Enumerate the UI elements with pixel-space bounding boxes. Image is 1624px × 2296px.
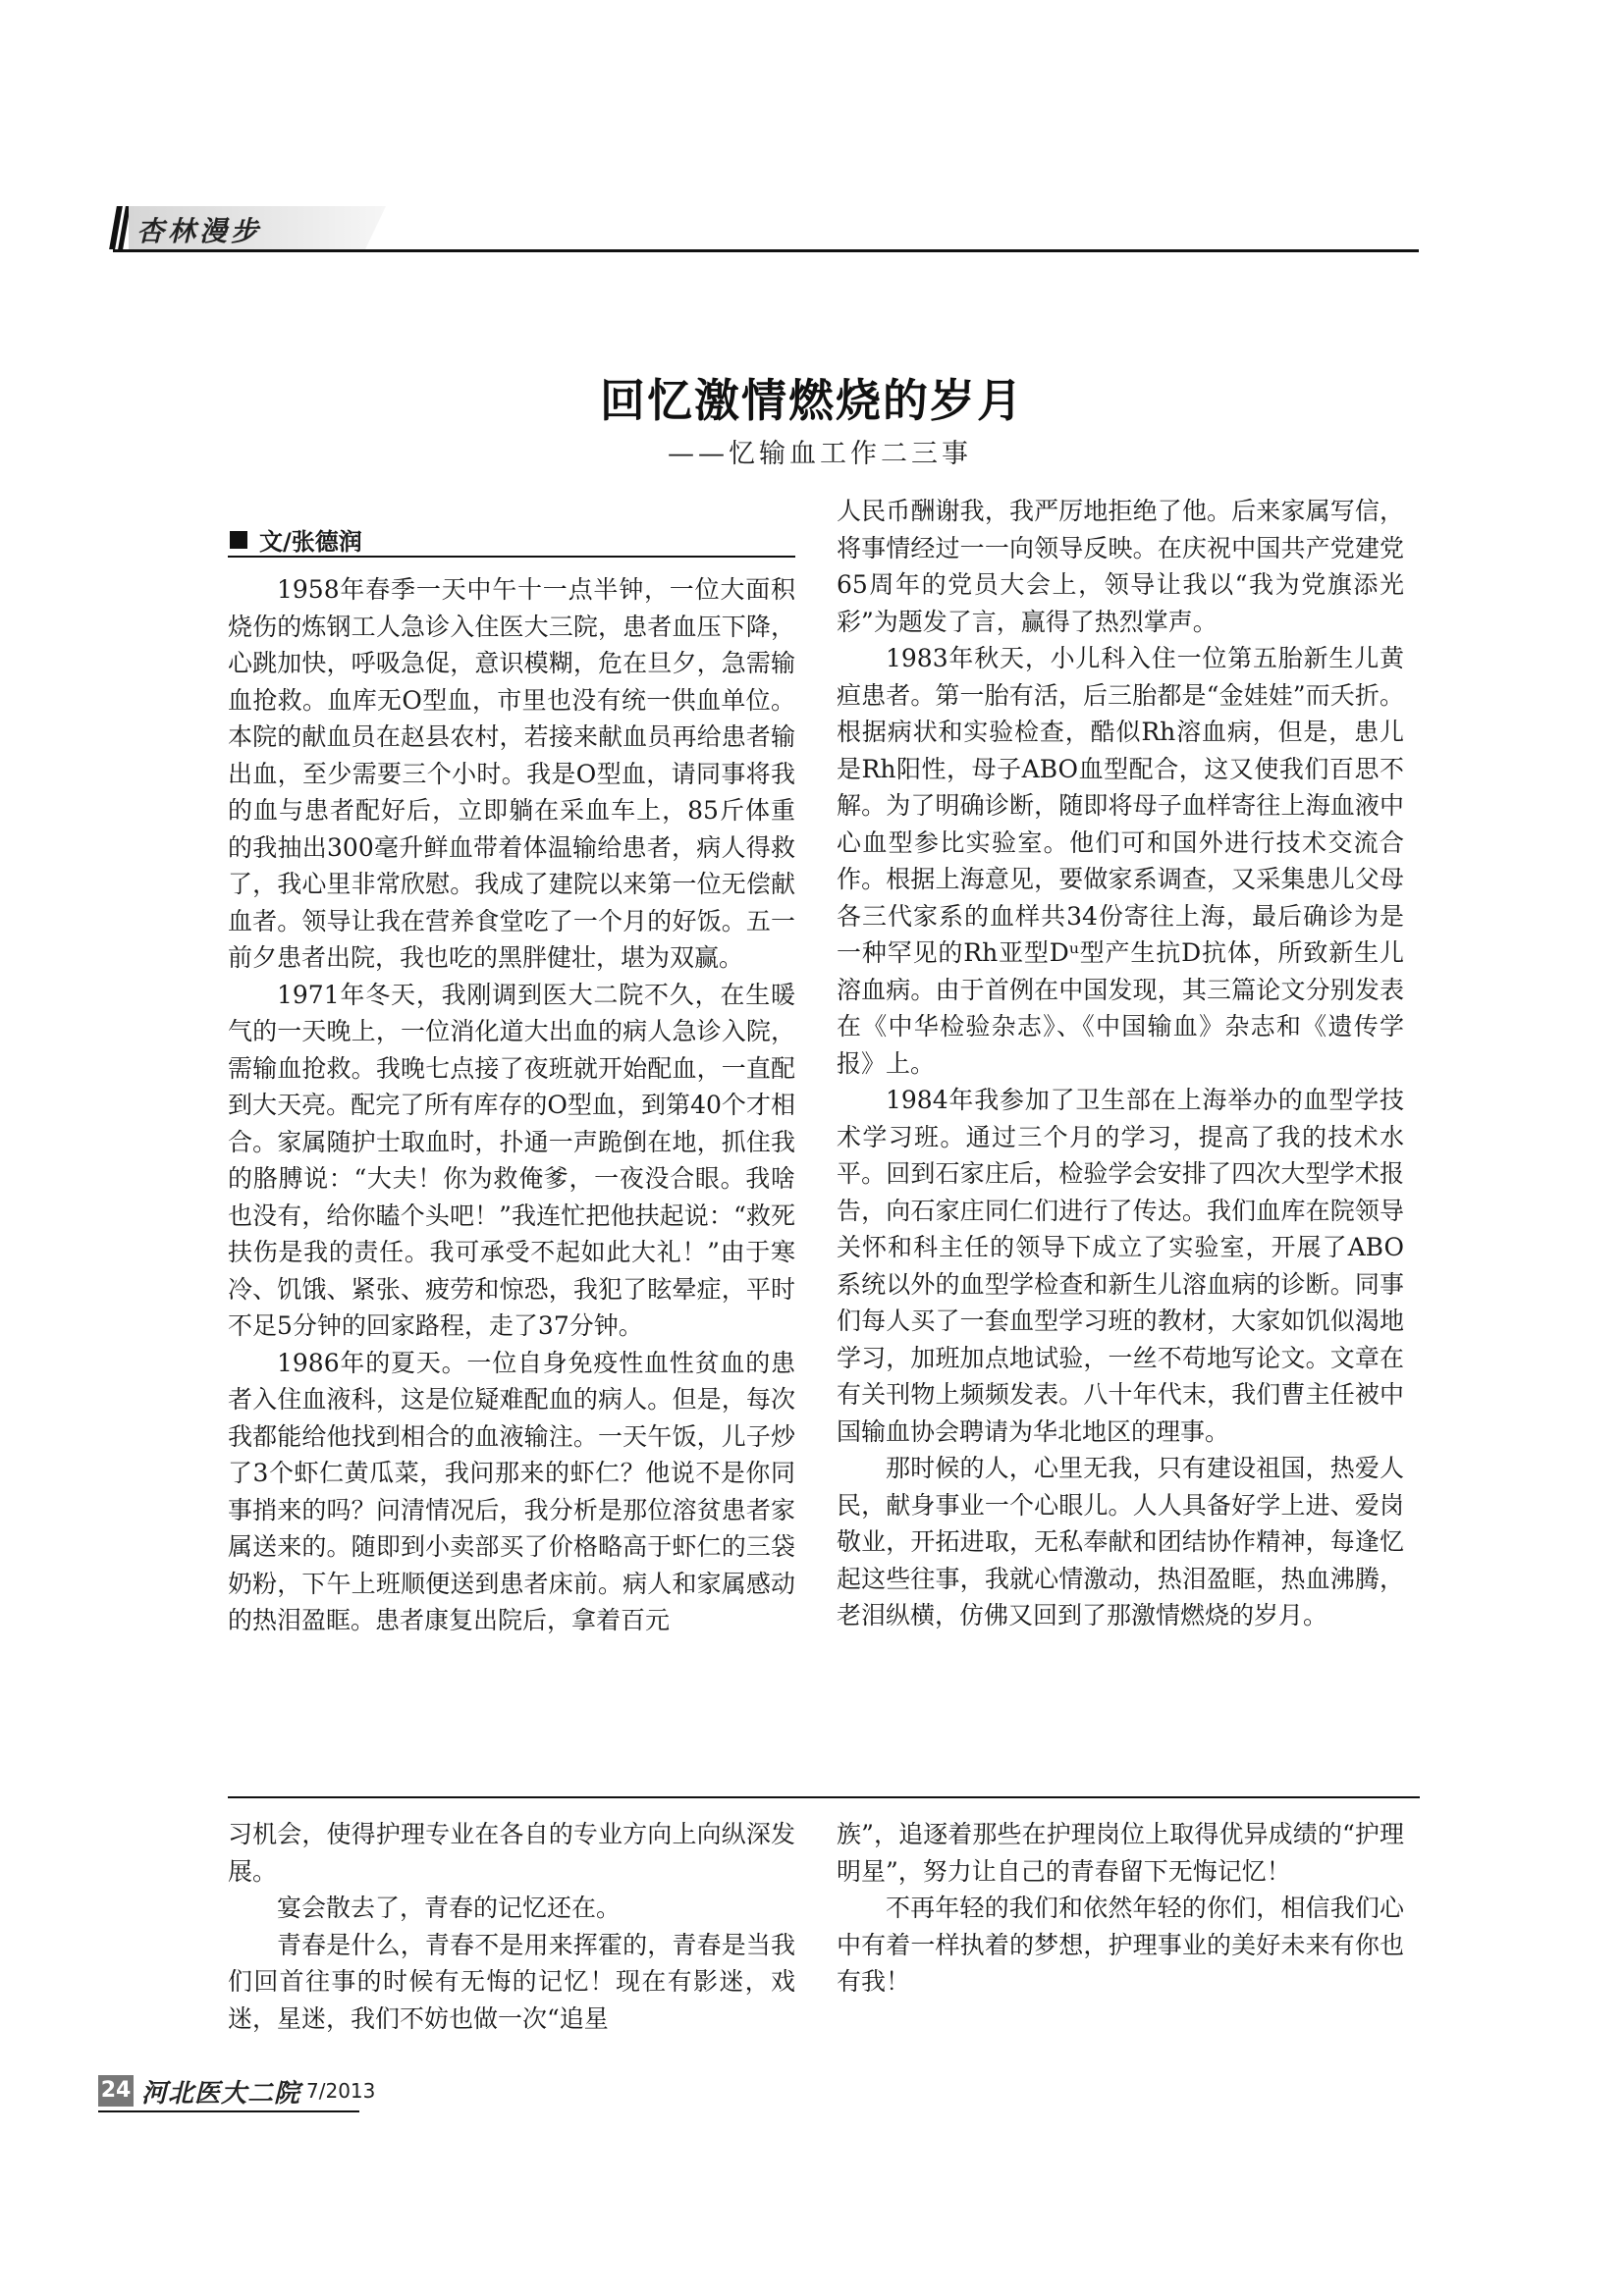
paragraph: 1971年冬天，我刚调到医大二院不久，在生暖气的一天晚上，一位消化道大出血的病人急诊入院，需输血抢救。我晚七点接了夜班就开始配血，一直配到大天亮。配完了所有库存的O型血，到第40个才相合。家属随护士取血时，扑通一声跪倒在地，抓住我的胳膊说：“大夫！你为救俺爹，一夜没合眼。我啥也没有，给你瞌个头吧！”我连忙把他扶起说：“救死扶伤是我的责任。我可承受不起如此大礼！”由于寒冷、饥饿、紧张、疲劳和惊恐，我犯了眩晕症，平时不足5分钟的回家路程，走了37分钟。	[228, 980, 795, 1340]
article-title: 回忆激情燃烧的岁月	[600, 374, 1024, 427]
article-right-column	[837, 493, 1404, 1634]
paragraph: 族”，追逐着那些在护理岗位上取得优异成绩的“护理明星”，努力让自己的青春留下无悔记忆！	[837, 1820, 1404, 1886]
continuation-right-column	[837, 1816, 1404, 2001]
byline-rule	[228, 556, 795, 558]
paragraph: 习机会，使得护理专业在各自的专业方向上向纵深发展。	[228, 1820, 795, 1886]
header-rule	[113, 249, 1419, 252]
paragraph: 不再年轻的我们和依然年轻的你们，相信我们心中有着一样执着的梦想，护理事业的美好未来有你也有我！	[837, 1894, 1404, 1996]
author-byline	[228, 522, 795, 558]
paragraph: 青春是什么，青春不是用来挥霍的，青春是当我们回首往事的时候有无悔的记忆！现在有影迷，戏迷，星迷，我们不妨也做一次“追星	[228, 1930, 795, 2033]
article-subtitle: ——忆输血工作二三事	[668, 439, 972, 469]
section-header	[113, 206, 1419, 253]
header-decoration	[113, 206, 127, 249]
paragraph: 人民币酬谢我，我严厉地拒绝了他。后来家属写信，将事情经过一一向领导反映。在庆祝中国共产党建党65周年的党员大会上，领导让我以“我为党旗添光彩”为题发了言，赢得了热烈掌声。	[837, 497, 1404, 636]
magazine-logo: 河北医大二院	[141, 2079, 301, 2109]
paragraph: 1983年秋天，小儿科入住一位第五胎新生儿黄疸患者。第一胎有活，后三胎都是“金娃娃”而夭折。根据病状和实验检查，酷似Rh溶血病，但是，患儿是Rh阳性，母子ABO血型配合，这又使我们百思不解。为了明确诊断，随即将母子血样寄往上海血液中心血型参比实验室。他们可和国外进行技术交流合作。根据上海意见，要做家系调查，又采集患儿父母各三代家系的血样共34份寄往上海，最后确诊为是一种罕见的Rh亚型Dᵘ型产生抗D抗体，所致新生儿溶血病。由于首例在中国发现，其三篇论文分别发表在《中华检验杂志》、《中国输血》杂志和《遗传学报》上。	[837, 644, 1404, 1078]
paragraph: 1986年的夏天。一位自身免疫性血性贫血的患者入住血液科，这是位疑难配血的病人。但是，每次我都能给他找到相合的血液输注。一天午饭，儿子炒了3个虾仁黄瓜菜，我问那来的虾仁？他说不是你同事捎来的吗？问清情况后，我分析是那位溶贫患者家属送来的。随即到小卖部买了价格略高于虾仁的三袋奶粉，下午上班顺便送到患者床前。病人和家属感动的热泪盈眶。患者康复出院后，拿着百元	[228, 1348, 795, 1634]
paragraph: 那时候的人，心里无我，只有建设祖国，热爱人民，献身事业一个心眼儿。人人具备好学上进、爱岗敬业，开拓进取，无私奉献和团结协作精神，每逢忆起这些往事，我就心情激动，热泪盈眶，热血沸腾，老泪纵横，仿佛又回到了那激情燃烧的岁月。	[837, 1454, 1404, 1629]
paragraph: 1958年春季一天中午十一点半钟，一位大面积烧伤的炼钢工人急诊入住医大三院，患者血压下降，心跳加快，呼吸急促，意识模糊，危在旦夕，急需输血抢救。血库无O型血，市里也没有统一供血单位。本院的献血员在赵县农村，若接来献血员再给患者输出血，至少需要三个小时。我是O型血，请同事将我的血与患者配好后，立即躺在采血车上，85斤体重的我抽出300毫升鲜血带着体温输给患者，病人得救了，我心里非常欣慰。我成了建院以来第一位无偿献血者。领导让我在营养食堂吃了一个月的好饭。五一前夕患者出院，我也吃的黑胖健壮，堪为双赢。	[228, 575, 795, 972]
issue-number: 7/2013	[306, 2079, 376, 2103]
square-bullet-icon	[230, 531, 247, 549]
author-name: 文/张德润	[259, 528, 362, 556]
article-left-column	[228, 571, 795, 1639]
paragraph: 宴会散去了，青春的记忆还在。	[277, 1894, 622, 1922]
page-footer	[98, 2073, 376, 2109]
footer-rule	[98, 2110, 359, 2112]
section-divider	[228, 1796, 1420, 1798]
section-label: 杏林漫步	[136, 215, 263, 247]
continuation-left-column	[228, 1816, 795, 2037]
page-number: 24	[98, 2075, 134, 2107]
paragraph: 1984年我参加了卫生部在上海举办的血型学技术学习班。通过三个月的学习，提高了我的技术水平。回到石家庄后，检验学会安排了四次大型学术报告，向石家庄同仁们进行了传达。我们血库在院领导关怀和科主任的领导下成立了实验室，开展了ABO系统以外的血型学检查和新生儿溶血病的诊断。同事们每人买了一套血型学习班的教材，大家如饥似渴地学习，加班加点地试验，一丝不苟地写论文。文章在有关刊物上频频发表。八十年代末，我们曹主任被中国输血协会聘请为华北地区的理事。	[837, 1086, 1404, 1446]
